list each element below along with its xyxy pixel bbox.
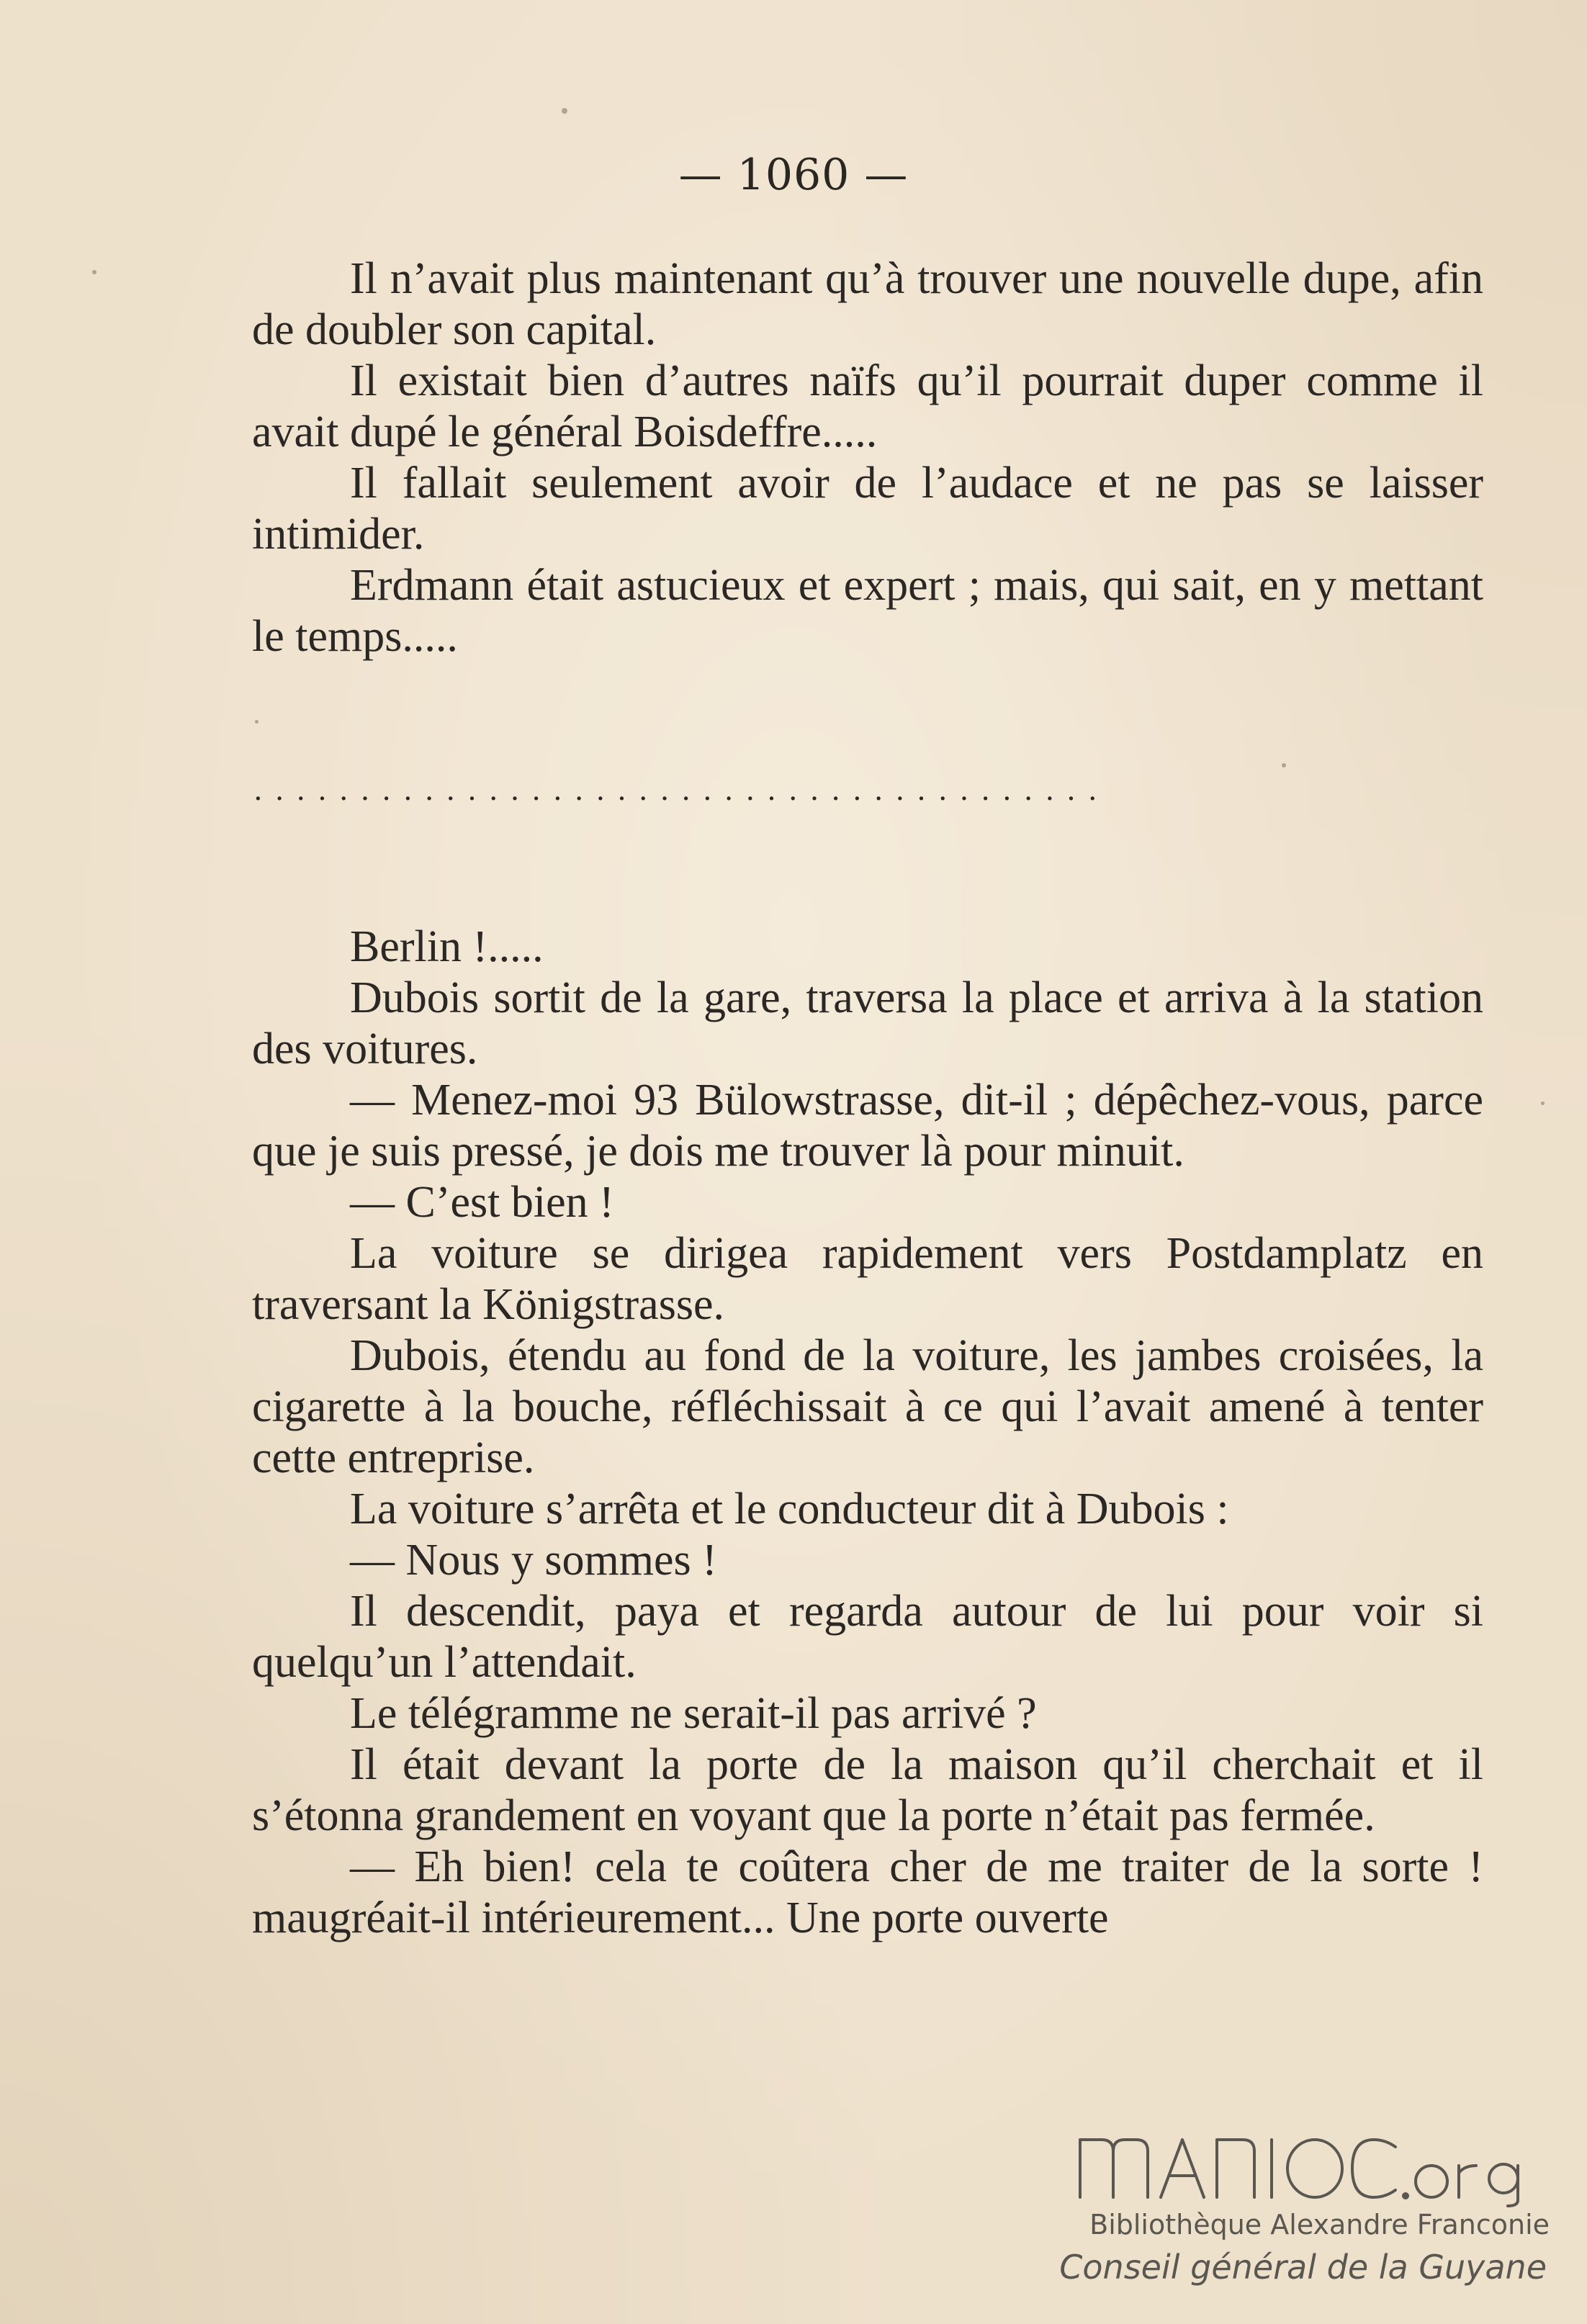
watermark-council-name: Conseil général de la Guyane [1059,2248,1547,2287]
paragraph: Il descendit, paya et regarda autour de lui pour voir si quelqu’un l’attendait. [252,1587,1483,1687]
text-block-top [252,253,1483,662]
watermark-library-name: Bibliothèque Alexandre Franconie [1089,2209,1550,2240]
paragraph: Le télégramme ne serait-il pas arrivé ? [350,1689,1037,1738]
paragraph: La voiture se dirigea rapidement vers Postdamplatz en traversant la Königstrasse. [252,1229,1483,1329]
scan-speck [562,108,567,114]
page-number: — 1060 — [678,150,909,200]
paragraph: Il fallait seulement avoir de l’audace et ne pas se laisser intimider. [252,459,1483,559]
paragraph: La voiture s’arrêta et le conducteur dit à Dubois : [350,1485,1229,1533]
paragraph: — Eh bien! cela te coûtera cher de me traiter de la sorte ! maugréait-il intérieurement... Une porte ouverte [252,1842,1483,1942]
paragraph: Il n’avait plus maintenant qu’à trouver une nouvelle dupe, afin de doubler son capital. [252,254,1483,354]
dotted-separator: ........................................ [253,774,1110,807]
paragraph: Il existait bien d’autres naïfs qu’il pourrait duper comme il avait dupé le général Boisdeffre..... [252,356,1483,456]
paragraph: — Menez-moi 93 Bülowstrasse, dit-il ; dépêchez-vous, parce que je suis pressé, je dois me trouver là pour minuit. [252,1076,1483,1176]
paragraph: — C’est bien ! [350,1178,614,1227]
manioc-watermark [1037,2131,1555,2297]
paragraph: Il était devant la porte de la maison qu’il cherchait et il s’étonna grandement en voyant que la porte n’était pas fermée. [252,1740,1483,1840]
manioc-logo-icon [1073,2131,1548,2203]
scan-speck [92,270,96,274]
scan-speck [1282,763,1286,767]
paragraph: Dubois sortit de la gare, traversa la place et arriva à la station des voitures. [252,973,1483,1073]
scan-speck [1541,1102,1545,1105]
paragraph: Dubois, étendu au fond de la voiture, les jambes croisées, la cigarette à la bouche, réfléchissait à ce qui l’avait amené à tenter cette entreprise. [252,1331,1483,1482]
paragraph: — Nous y sommes ! [350,1536,717,1585]
scan-speck [255,720,258,724]
paragraph: Erdmann était astucieux et expert ; mais, qui sait, en y mettant le temps..... [252,561,1483,661]
paragraph: Berlin !..... [350,922,544,971]
text-block-bottom [252,922,1483,1944]
